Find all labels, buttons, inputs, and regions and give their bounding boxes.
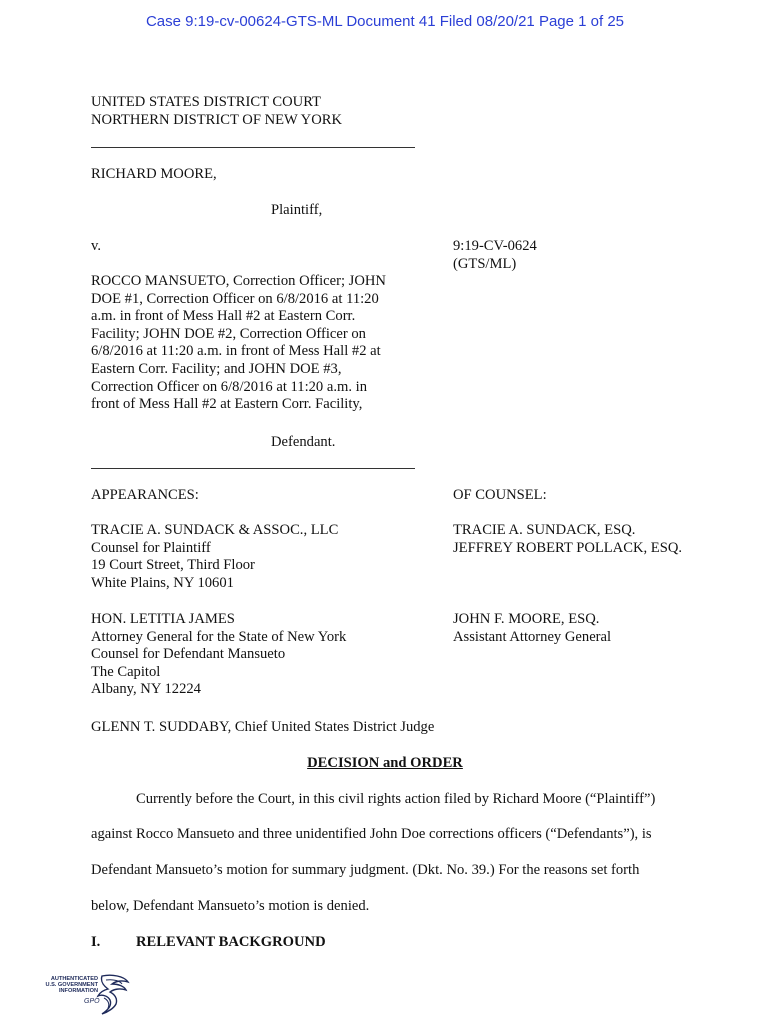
- defendants-block: [91, 273, 386, 414]
- body-line: Defendant Mansueto’s motion for summary judgment. (Dkt. No. 39.) For the reasons set forth: [91, 862, 640, 878]
- defendant-counsel-line: HON. LETITIA JAMES: [91, 611, 235, 627]
- defendants-line: front of Mess Hall #2 at Eastern Corr. Facility,: [91, 396, 363, 413]
- judge-line: GLENN T. SUDDABY, Chief United States District Judge: [91, 719, 435, 735]
- defendant-counsel-line: The Capitol: [91, 663, 161, 680]
- seal-text-line: INFORMATION: [58, 988, 98, 995]
- caption-rule-bottom: [91, 468, 415, 469]
- defendants-line: Correction Officer on 6/8/2016 at 11:20 a.m. in: [91, 378, 368, 395]
- of-counsel-heading: OF COUNSEL:: [453, 487, 547, 503]
- case-judges: (GTS/ML): [453, 256, 517, 272]
- versus: v.: [91, 238, 101, 254]
- plaintiff-of-counsel-line: JEFFREY ROBERT POLLACK, ESQ.: [453, 539, 683, 556]
- section-number: I.: [91, 934, 101, 950]
- court-name-line2: NORTHERN DISTRICT OF NEW YORK: [91, 112, 343, 128]
- seal-label: GPO: [84, 998, 100, 1005]
- appearances-heading: APPEARANCES:: [91, 487, 199, 503]
- seal-text-line: AUTHENTICATED: [50, 976, 98, 982]
- case-number: 9:19-CV-0624: [453, 238, 537, 254]
- plaintiff-counsel-line: 19 Court Street, Third Floor: [91, 557, 255, 574]
- plaintiff-role: Plaintiff,: [271, 202, 323, 218]
- seal-text-line: U.S. GOVERNMENT: [45, 982, 98, 989]
- section-title: RELEVANT BACKGROUND: [136, 934, 326, 950]
- defendant-counsel-line: Attorney General for the State of New York: [91, 628, 347, 645]
- defendants-line: DOE #1, Correction Officer on 6/8/2016 at 11:20: [91, 290, 379, 307]
- defendant-of-counsel-line: JOHN F. MOORE, ESQ.: [453, 611, 600, 627]
- defendants-line: a.m. in front of Mess Hall #2 at Eastern Corr.: [91, 308, 356, 325]
- plaintiff-counsel-line: TRACIE A. SUNDACK & ASSOC., LLC: [91, 522, 339, 538]
- body-line: against Rocco Mansueto and three unidentified John Doe corrections officers (“Defendants”), is: [91, 826, 652, 842]
- court-name-line1: UNITED STATES DISTRICT COURT: [91, 94, 321, 110]
- defendants-line: Eastern Corr. Facility; and JOHN DOE #3,: [91, 360, 342, 377]
- defendant-of-counsel-block: [453, 611, 611, 646]
- plaintiff-of-counsel-line: TRACIE A. SUNDACK, ESQ.: [453, 522, 636, 538]
- defendant-role: Defendant.: [271, 434, 336, 450]
- body-line: Currently before the Court, in this civil rights action filed by Richard Moore (“Plaintiff”): [136, 791, 656, 807]
- document-title: DECISION and ORDER: [307, 755, 463, 771]
- defendant-counsel-line: Counsel for Defendant Mansueto: [91, 646, 286, 663]
- gpo-authentication-seal: [38, 972, 134, 1018]
- plaintiff-name: RICHARD MOORE,: [91, 166, 217, 182]
- plaintiff-counsel-line: White Plains, NY 10601: [91, 574, 234, 591]
- seal-text: [38, 976, 98, 995]
- case-header: Case 9:19-cv-00624-GTS-ML Document 41 Filed 08/20/21 Page 1 of 25: [145, 13, 625, 30]
- defendants-line: Facility; JOHN DOE #2, Correction Officer on: [91, 325, 366, 342]
- defendant-of-counsel-line: Assistant Attorney General: [453, 628, 612, 645]
- plaintiff-counsel-line: Counsel for Plaintiff: [91, 539, 211, 556]
- eagle-icon: [94, 972, 134, 1016]
- defendant-counsel-line: Albany, NY 12224: [91, 681, 201, 698]
- plaintiff-counsel-block: [91, 522, 338, 592]
- body-line: below, Defendant Mansueto’s motion is denied.: [91, 898, 370, 914]
- defendant-counsel-block: [91, 611, 346, 699]
- plaintiff-of-counsel-block: [453, 522, 682, 557]
- caption-rule-top: [91, 147, 415, 148]
- defendants-line: ROCCO MANSUETO, Correction Officer; JOHN: [91, 273, 386, 289]
- defendants-line: 6/8/2016 at 11:20 a.m. in front of Mess Hall #2 at: [91, 343, 381, 360]
